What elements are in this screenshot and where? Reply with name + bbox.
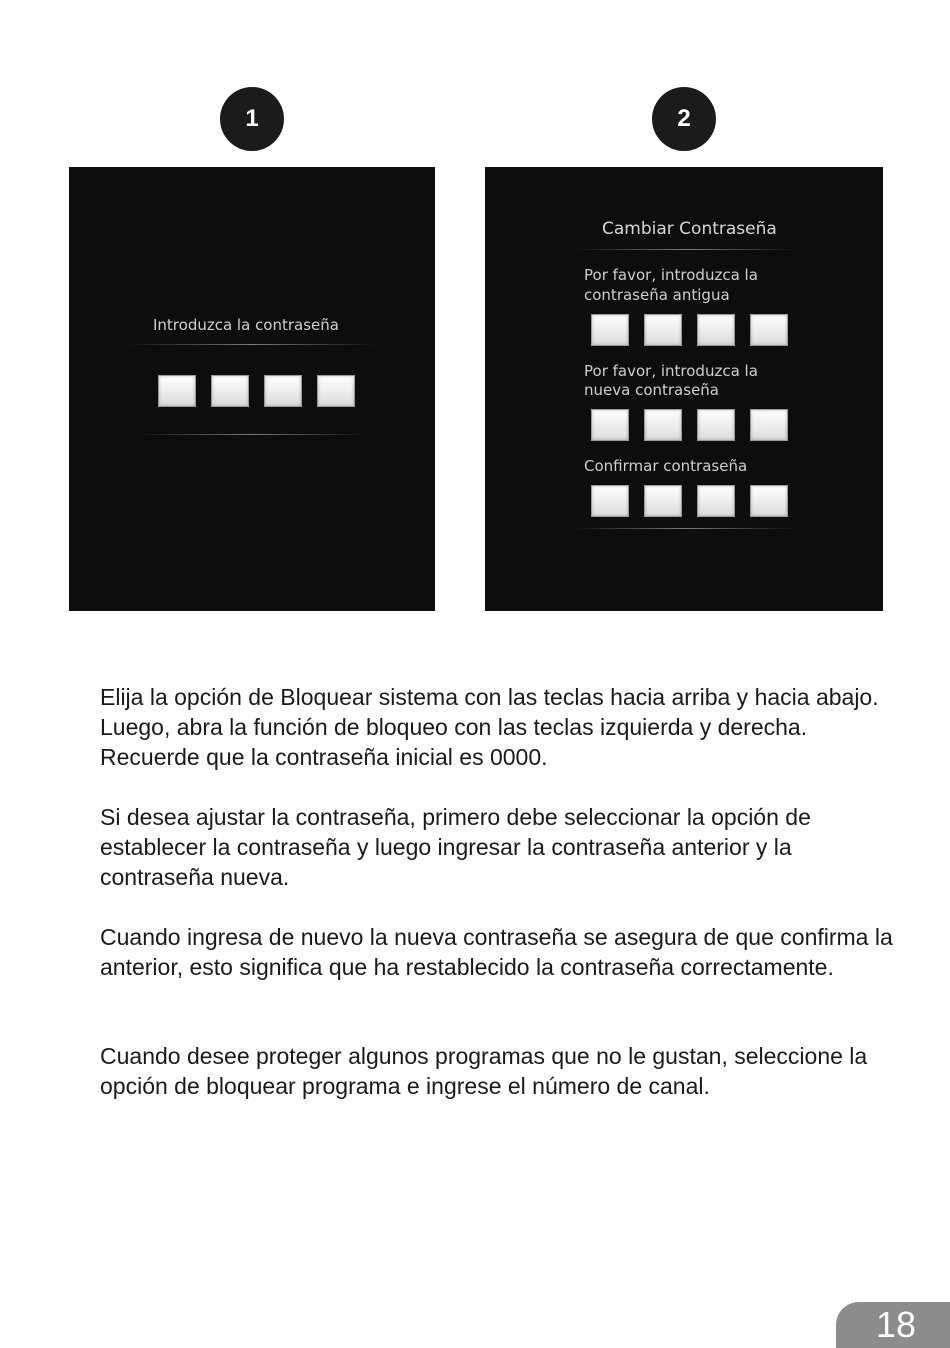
- confirm-pin-box-2[interactable]: [644, 485, 682, 517]
- divider-top: [127, 344, 377, 345]
- confirm-pin-box-3[interactable]: [697, 485, 735, 517]
- screen-enter-password: [69, 167, 435, 611]
- new-pin-box-1[interactable]: [591, 409, 629, 441]
- screen-change-password: [485, 167, 883, 611]
- pin-box-3[interactable]: [264, 375, 302, 407]
- old-pin-box-3[interactable]: [697, 314, 735, 346]
- pin-box-2[interactable]: [211, 375, 249, 407]
- step-1-badge: 1: [220, 87, 284, 151]
- step-2-badge: 2: [652, 87, 716, 151]
- page-number: 18: [875, 1304, 917, 1345]
- change-password-title: Cambiar Contraseña: [602, 219, 777, 239]
- pin-box-4[interactable]: [317, 375, 355, 407]
- title-divider: [575, 249, 797, 250]
- bottom-divider: [575, 528, 797, 529]
- enter-password-prompt: Introduzca la contraseña: [153, 316, 339, 334]
- old-pin-box-4[interactable]: [750, 314, 788, 346]
- pin-box-1[interactable]: [158, 375, 196, 407]
- old-pin-box-2[interactable]: [644, 314, 682, 346]
- confirm-pin-box-4[interactable]: [750, 485, 788, 517]
- old-password-pin-row: [591, 314, 788, 346]
- confirm-pin-box-1[interactable]: [591, 485, 629, 517]
- paragraph-lock-system: Elija la opción de Bloquear sistema con las teclas hacia arriba y hacia abajo. Luego, abra la función de bloqueo con las teclas izquierda y derecha. Recuerde que la contraseña inicial es 0000.: [100, 684, 879, 770]
- new-pin-box-2[interactable]: [644, 409, 682, 441]
- new-password-label-line1: Por favor, introduzca la: [584, 362, 758, 380]
- old-password-label-line1: Por favor, introduzca la: [584, 266, 758, 284]
- new-password-label-line2: nueva contraseña: [584, 381, 719, 399]
- confirm-password-label: Confirmar contraseña: [584, 457, 748, 475]
- divider-bottom: [135, 434, 369, 435]
- page-number-tab: [836, 1302, 950, 1348]
- confirm-password-pin-row: [591, 485, 788, 517]
- old-password-label-line2: contraseña antigua: [584, 286, 730, 304]
- paragraph-set-password: Si desea ajustar la contraseña, primero debe seleccionar la opción de establecer la contraseña y luego ingresar la contraseña anterior y la contraseña nueva.: [100, 804, 811, 890]
- new-pin-box-4[interactable]: [750, 409, 788, 441]
- paragraph-lock-program: Cuando desee proteger algunos programas que no le gustan, seleccione la opción de bloquear programa e ingrese el número de canal.: [100, 1043, 868, 1099]
- password-pin-row: [158, 375, 355, 407]
- new-password-pin-row: [591, 409, 788, 441]
- new-pin-box-3[interactable]: [697, 409, 735, 441]
- paragraph-confirm-password: Cuando ingresa de nuevo la nueva contraseña se asegura de que confirma la anterior, esto significa que ha restablecido la contraseña correctamente.: [100, 924, 893, 980]
- old-pin-box-1[interactable]: [591, 314, 629, 346]
